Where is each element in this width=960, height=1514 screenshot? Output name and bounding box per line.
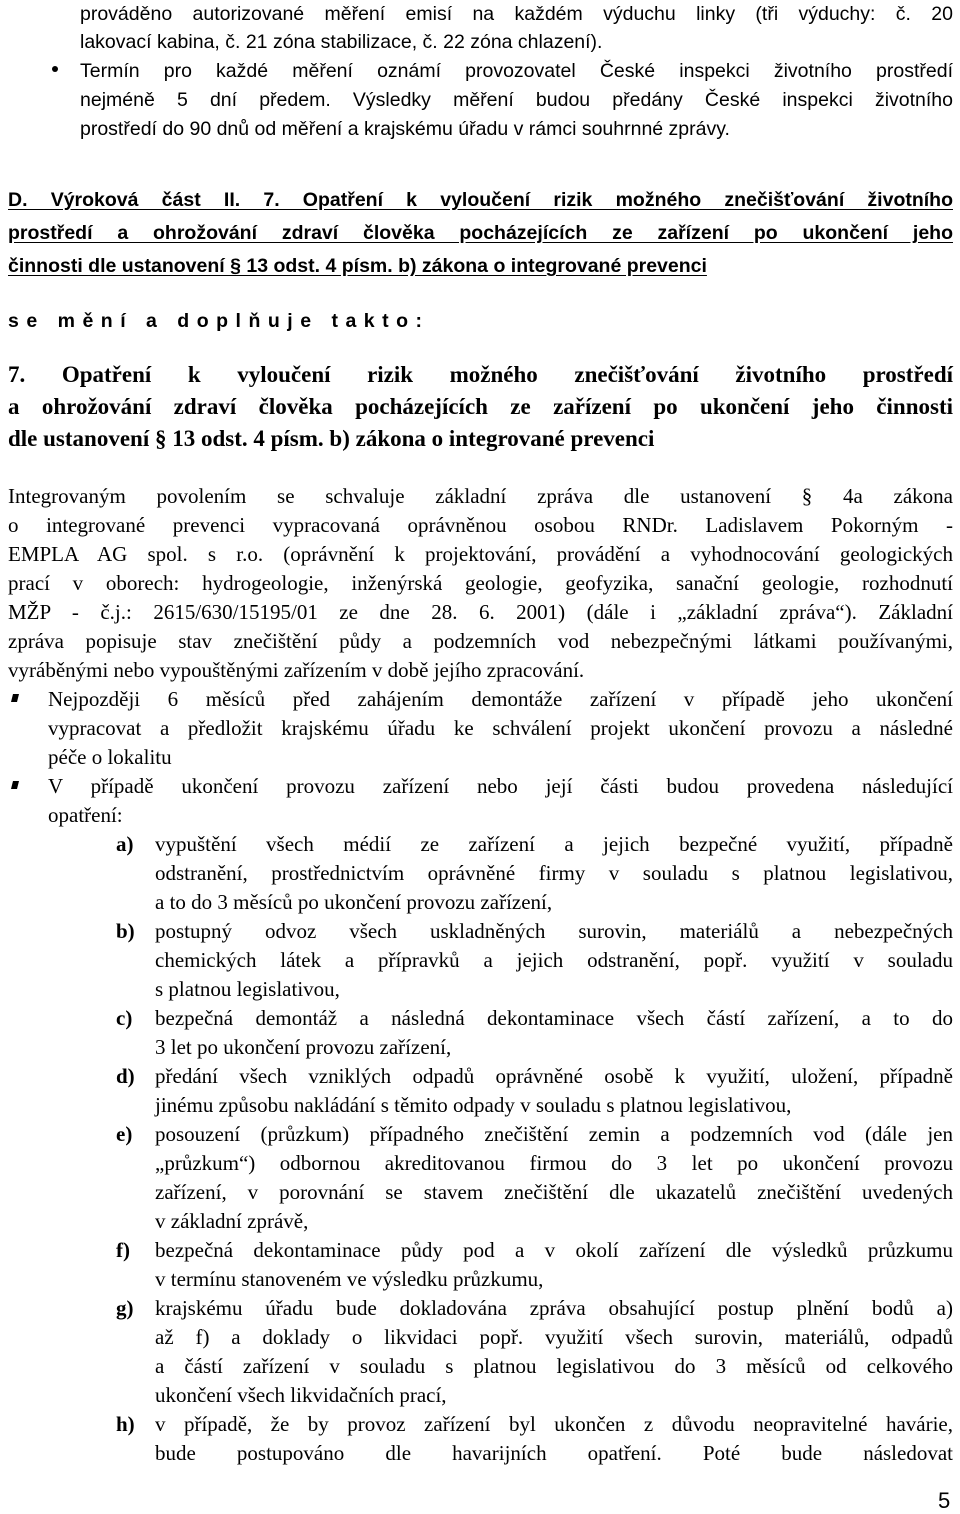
subheading: a ohrožování zdraví člověka pocházejících ze zařízení po ukončení jeho činnosti bbox=[8, 394, 953, 419]
item-line: chemických látek a přípravků a jejich odstranění, popř. využití v souladu bbox=[155, 948, 953, 972]
item-line: jinému způsobu nakládání s těmito odpady v souladu s platnou legislativou, bbox=[155, 1093, 792, 1117]
body-line: Integrovaným povolením se schvaluje základní zpráva dle ustanovení § 4a zákona bbox=[8, 484, 953, 508]
intro-line: prostředí do 90 dnů od měření a krajskému úřadu v rámci souhrnné zprávy. bbox=[80, 118, 730, 140]
bullet-line: vypracovat a předložit krajskému úřadu ke schválení projekt ukončení provozu a následné bbox=[48, 716, 953, 740]
page-number: 5 bbox=[938, 1488, 951, 1513]
item-line: posouzení (průzkum) případného znečištění zemin a podzemních vod (dále jen bbox=[155, 1122, 953, 1146]
body-line: o integrované prevenci vypracovaná oprávněnou osobou RNDr. Ladislavem Pokorným - bbox=[8, 513, 953, 537]
item-line: v případě, že by provoz zařízení byl ukončen z důvodu neopravitelné havárie, bbox=[155, 1412, 953, 1436]
item-line: až f) a doklady o likvidaci popř. využití všech surovin, materiálů, odpadů bbox=[155, 1325, 953, 1349]
item-line: s platnou legislativou, bbox=[155, 977, 340, 1001]
item-line: a částí zařízení v souladu s platnou legislativou do 3 měsíců od celkového bbox=[155, 1354, 953, 1378]
item-letter: c) bbox=[116, 1006, 133, 1030]
bullet-dot-icon bbox=[52, 66, 58, 72]
body-line: vyráběnými nebo vypouštěnými zařízením v době jejího zpracování. bbox=[8, 658, 585, 682]
subheading: 7. Opatření k vyloučení rizik možného znečišťování životního prostředí bbox=[8, 362, 953, 387]
item-line: a to do 3 měsíců po ukončení provozu zařízení, bbox=[155, 890, 553, 914]
section-heading: činnosti dle ustanovení § 13 odst. 4 písm. b) zákona o integrované prevenci bbox=[8, 255, 707, 277]
item-line: 3 let po ukončení provozu zařízení, bbox=[155, 1035, 452, 1059]
item-letter: f) bbox=[116, 1238, 130, 1262]
item-letter: b) bbox=[116, 919, 135, 943]
item-letter: e) bbox=[116, 1122, 133, 1146]
bullet-line: Nejpozději 6 měsíců před zahájením demontáže zařízení v případě jeho ukončení bbox=[48, 687, 953, 711]
item-letter: h) bbox=[116, 1412, 135, 1436]
item-line: odstranění, prostřednictvím oprávněné firmy v souladu s platnou legislativou, bbox=[155, 861, 953, 885]
item-line: postupný odvoz všech uskladněných surovin, materiálů a nebezpečných bbox=[155, 919, 953, 943]
item-line: bezpečná demontáž a následná dekontaminace všech částí zařízení, a to do bbox=[155, 1006, 953, 1030]
subheading: dle ustanovení § 13 odst. 4 písm. b) zákona o integrované prevenci bbox=[8, 426, 655, 451]
bullet-square-icon bbox=[11, 781, 19, 789]
item-line: „průzkum“) odbornou akreditovanou firmou do 3 let po ukončení provozu bbox=[155, 1151, 953, 1175]
body-line: zpráva popisuje stav znečištění půdy a podzemních vod nebezpečnými látkami používanými, bbox=[8, 629, 953, 653]
body-line: MŽP - č.j.: 2615/630/15195/01 ze dne 28. 6. 2001) (dále i „základní zpráva“). Základní bbox=[8, 600, 953, 624]
bullet-line: V případě ukončení provozu zařízení nebo její části budou provedena následující bbox=[48, 774, 953, 798]
item-line: bude postupováno dle havarijních opatření. Poté bude následovat bbox=[155, 1441, 953, 1465]
bullet-square-icon bbox=[11, 694, 19, 702]
item-line: ukončení všech likvidačních prací, bbox=[155, 1383, 447, 1407]
item-line: předání všech vzniklých odpadů oprávněné osobě k využití, uložení, případně bbox=[155, 1064, 953, 1088]
item-line: v základní zprávě, bbox=[155, 1209, 309, 1233]
intro-line: Termín pro každé měření oznámí provozovatel České inspekci životního prostředí bbox=[80, 60, 953, 82]
item-line: bezpečná dekontaminace půdy pod a v okolí zařízení dle výsledků průzkumu bbox=[155, 1238, 953, 1262]
section-heading: prostředí a ohrožování zdraví člověka pocházejících ze zařízení po ukončení jeho bbox=[8, 222, 953, 244]
item-letter: g) bbox=[116, 1296, 134, 1320]
body-line: EMPLA AG spol. s r.o. (oprávnění k projektování, provádění a vyhodnocování geologických bbox=[8, 542, 953, 566]
item-line: v termínu stanoveném ve výsledku průzkumu, bbox=[155, 1267, 544, 1291]
intro-line: nejméně 5 dní předem. Výsledky měření budou předány České inspekci životního bbox=[80, 89, 953, 111]
item-line: vypuštění všech médií ze zařízení a jejich bezpečné využití, případně bbox=[155, 832, 953, 856]
item-letter: d) bbox=[116, 1064, 135, 1088]
section-heading: D. Výroková část II. 7. Opatření k vyloučení rizik možného znečišťování životního bbox=[8, 189, 953, 211]
item-line: zařízení, v porovnání se stavem znečištění dle ukazatelů znečištění uvedených bbox=[155, 1180, 953, 1204]
change-note: se mění a doplňuje takto: bbox=[8, 310, 430, 332]
item-letter: a) bbox=[116, 832, 134, 856]
intro-line: prováděno autorizované měření emisí na každém výduchu linky (tři výduchy: č. 20 bbox=[80, 3, 953, 25]
intro-line: lakovací kabina, č. 21 zóna stabilizace, č. 22 zóna chlazení). bbox=[80, 31, 603, 53]
item-line: krajskému úřadu bude dokladována zpráva obsahující postup plnění bodů a) bbox=[155, 1296, 953, 1320]
body-line: prací v oborech: hydrogeologie, inženýrská geologie, geofyzika, sanační geologie, rozhodnutí bbox=[8, 571, 953, 595]
bullet-line: opatření: bbox=[48, 803, 123, 827]
bullet-line: péče o lokalitu bbox=[48, 745, 172, 769]
